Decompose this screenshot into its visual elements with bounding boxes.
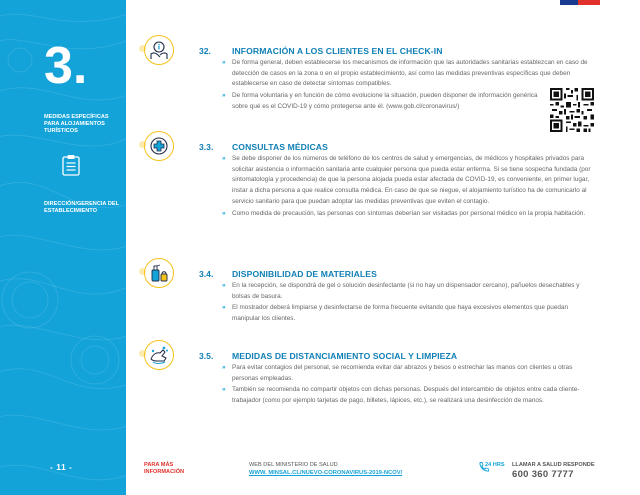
- chapter-title: MEDIDAS ESPECÍFICAS PARA ALOJAMIENTOS TURÍSTICOS: [44, 114, 109, 134]
- section-number: 3.5.: [199, 351, 214, 361]
- section-number: 32.: [199, 46, 211, 56]
- flag-blue: [560, 0, 578, 5]
- bullet-item: » Como medida de precaución, las personas con síntomas deberían ser visitadas por personal médico en la propia habitación.: [222, 209, 596, 220]
- bullet-item: » En la recepción, se dispondrá de gel o solución desinfectante (si no hay un dispensador cercano), pañuelos desechables y bolsas de basura.: [222, 281, 596, 302]
- svg-text:i: i: [157, 43, 161, 52]
- flag-stripe: [560, 0, 600, 5]
- section-bullets: [222, 363, 596, 408]
- bullet-item: » De forma general, deben establecerse los mecanismos de información que las autoridades sanitarias establezcan en caso de detección de casos en la zona o en el propio establecimiento, así como las medidas preventivas específicas que deben establecerse en caso de detectar síntomas compatibles.: [222, 58, 594, 90]
- section-bullets: [222, 154, 596, 220]
- section-title: INFORMACIÓN A LOS CLIENTES EN EL CHECK-IN: [232, 46, 443, 56]
- cleaning-supplies-icon: [144, 258, 174, 288]
- info-hands-icon: [144, 35, 174, 65]
- hours-label: 24 HRS: [485, 462, 505, 468]
- clipboard-icon: [62, 154, 80, 176]
- bullet-item: » También se recomienda no compartir objetos con dichas personas. Después del intercambio de objetos entre cada cliente-trabajador (como por ejemplo tarjetas de pago, billetes, lápices, etc.), se realizará una desinfección de manos.: [222, 385, 596, 406]
- sidebar: [0, 0, 126, 495]
- bullet-item: » El mostrador deberá limpiarse y desinfectarse de forma frecuente evitando que haya excesivos elementos que puedan manipular los clientes.: [222, 303, 596, 324]
- section-title: CONSULTAS MÉDICAS: [232, 142, 328, 152]
- bullet-item: » Para evitar contagios del personal, se recomienda evitar dar abrazos y besos o estrechar las manos con clientes u otras personas empleadas.: [222, 363, 596, 384]
- call-label: LLAMAR A SALUD RESPONDE: [512, 462, 595, 468]
- medical-cross-icon: [144, 131, 174, 161]
- handwash-icon: [144, 340, 174, 370]
- web-label: WEB DEL MINISTERIO DE SALUD: [249, 462, 338, 468]
- section-number: 3.3.: [199, 142, 214, 152]
- page-number: - 11 -: [50, 462, 73, 472]
- section-number: 3.4.: [199, 269, 214, 279]
- section-bullets: [222, 281, 596, 326]
- more-info-label: PARA MÁS INFORMACIÓN: [144, 462, 185, 475]
- section-title: DISPONIBILIDAD DE MATERIALES: [232, 269, 377, 279]
- chapter-number: 3.: [44, 37, 88, 95]
- flag-red: [578, 0, 600, 5]
- section-title: MEDIDAS DE DISTANCIAMIENTO SOCIAL Y LIMPIEZA: [232, 351, 458, 361]
- department-label: DIRECCIÓN/GERENCIA DEL ESTABLECIMIENTO: [44, 201, 119, 214]
- qr-code: [550, 88, 594, 132]
- bullet-item: » Se debe disponer de los números de teléfono de los centros de salud y emergencias, de médicos y hospitales privados para solicitar asistencia o información sanitaria ante cualquier persona que pueda estar enferma. Si se tiene sospecha fundada (por sintomatología y procedencia) de que la persona alojada pueda estar afectada de COVID-19, es conveniente, en primer lugar, instar a dicha persona a que realice consulta médica. En caso de que se niegue, el alojamiento turístico ha de comunicarlo al servicio sanitario para que puedan adoptar las medidas preventivas que eviten el contagio.: [222, 154, 596, 208]
- web-url-link[interactable]: WWW. MINSAL.CL/NUEVO-CORONAVIRUS-2019-NCOV/: [249, 470, 403, 476]
- call-number[interactable]: 600 360 7777: [512, 469, 574, 480]
- bullet-item: » De forma voluntaria y en función de cómo evolucione la situación, pueden disponer de información genérica sobre qué es el COVID-19 y cómo protegerse ante él. (www.gob.cl/coronavirus/): [222, 91, 544, 112]
- section-bullets: [222, 58, 594, 114]
